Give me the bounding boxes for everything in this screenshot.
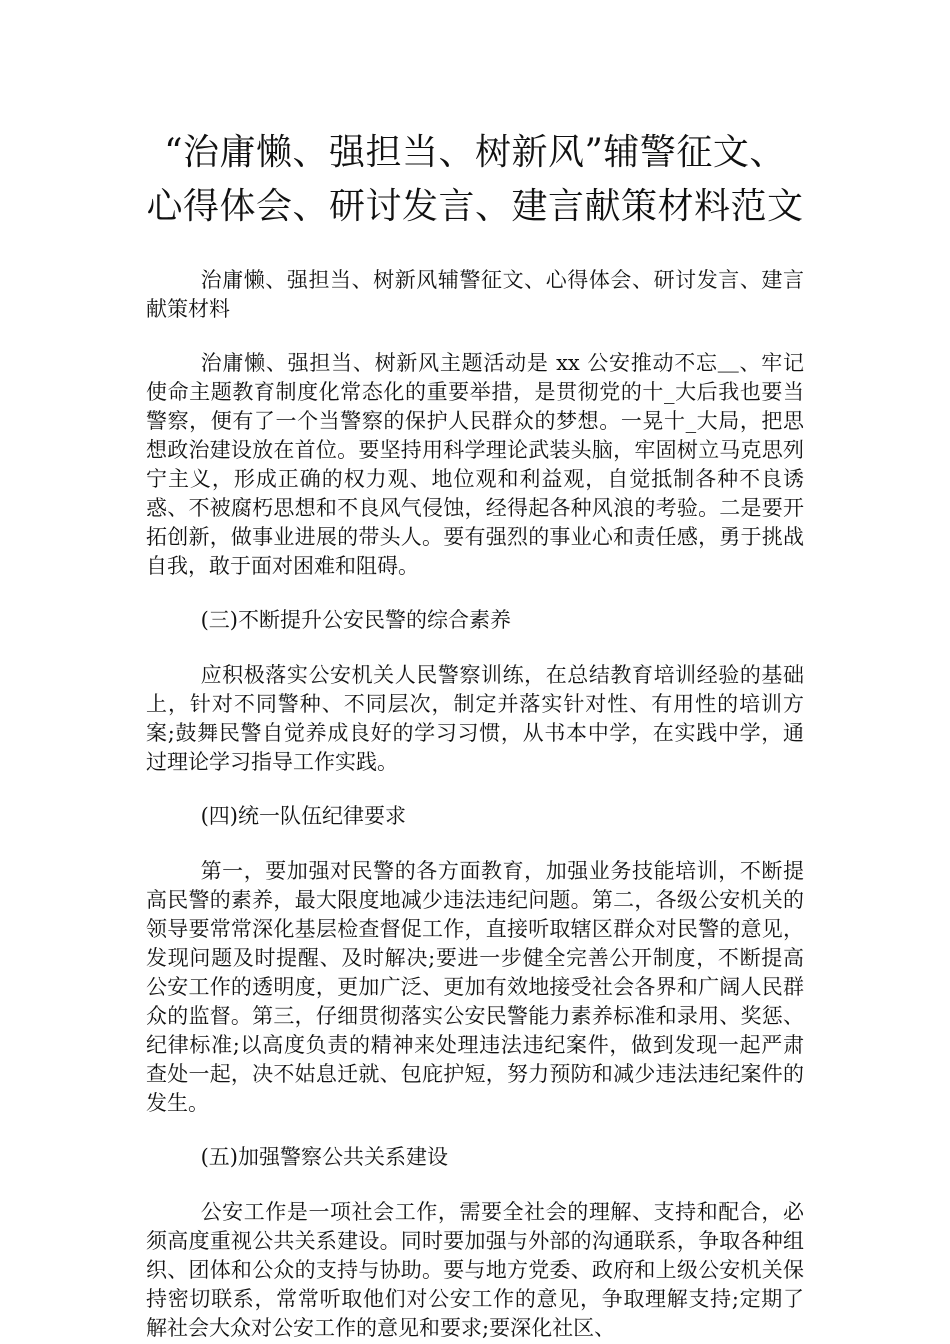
document-title bbox=[146, 126, 804, 234]
title-line-1: “治庸懒、强担当、树新风”辅警征文、 bbox=[164, 132, 786, 173]
paragraph-public-relations: 公安工作是一项社会工作，需要全社会的理解、支持和配合，必须高度重视公共关系建设。同时要加强与外部的沟通联系，争取各种组织、团体和公众的支持与协助。要与地方党委、政府和上级公安机关保持密切联系，常常听取他们对公安工作的意见，争取理解支持;定期了解社会大众对公安工作的意见和要求;要深化社区、 bbox=[146, 1200, 804, 1340]
title-line-2: 心得体会、研讨发言、建言献策材料范文 bbox=[146, 186, 804, 227]
section-heading-5: (五)加强警察公共关系建设 bbox=[200, 1145, 448, 1169]
paragraph-activity: 治庸懒、强担当、树新风主题活动是 xx 公安推动不忘＿、牢记使命主题教育制度化常态化的重要举措，是贯彻党的十_大后我也要当警察，便有了一个当警察的保护人民群众的梦想。一晃十_大局，把思想政治建设放在首位。要坚持用科学理论武装头脑，牢固树立马克思列宁主义，形成正确的权力观、地位观和利益观，自觉抵制各种不良诱惑、不被腐朽思想和不良风气侵蚀，经得起各种风浪的考验。二是要开拓创新，做事业进展的带头人。要有强烈的事业心和责任感，勇于挑战自我，敢于面对困难和阻碍。 bbox=[146, 351, 804, 578]
paragraph-discipline: 第一，要加强对民警的各方面教育，加强业务技能培训，不断提高民警的素养，最大限度地减少违法违纪问题。第二，各级公安机关的领导要常常深化基层检查督促工作，直接听取辖区群众对民警的意见，发现问题及时提醒、及时解决;要进一步健全完善公开制度，不断提高公安工作的透明度，更加广泛、更加有效地接受社会各界和广阔人民群众的监督。第三，仔细贯彻落实公安民警能力素养标准和录用、奖惩、纪律标准;以高度负责的精神来处理违法违纪案件，做到发现一起严肃查处一起，决不姑息迁就、包庇护短，努力预防和减少违法违纪案件的发生。 bbox=[146, 859, 804, 1115]
document-body bbox=[146, 266, 804, 1343]
paragraph-training: 应积极落实公安机关人民警察训练，在总结教育培训经验的基础上，针对不同警种、不同层次，制定并落实针对性、有用性的培训方案;鼓舞民警自觉养成良好的学习习惯，从书本中学，在实践中学，通过理论学习指导工作实践。 bbox=[146, 663, 804, 774]
paragraph-intro: 治庸懒、强担当、树新风辅警征文、心得体会、研讨发言、建言献策材料 bbox=[146, 268, 804, 321]
section-heading-3: (三)不断提升公安民警的综合素养 bbox=[200, 608, 511, 632]
section-heading-4: (四)统一队伍纪律要求 bbox=[200, 804, 406, 828]
